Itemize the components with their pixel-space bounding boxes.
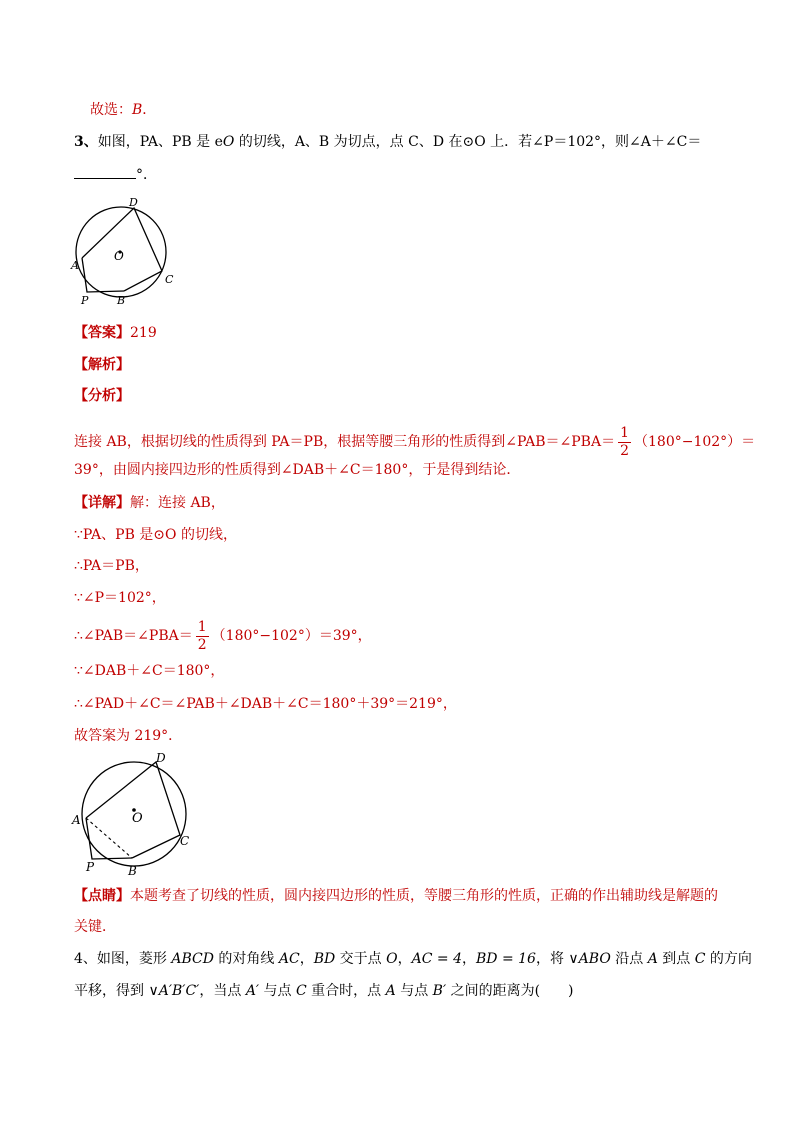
- question-3-line1: [74, 132, 701, 152]
- q4-abc-prime: A′B′C′: [158, 983, 200, 999]
- detail-fraction: [196, 619, 209, 654]
- figure-1-label-c: C: [165, 273, 174, 286]
- detail-line-6: ∴∠PAD＋∠C＝∠PAB＋∠DAB＋∠C＝180°＋39°＝219°，: [74, 696, 457, 712]
- q4-o: O: [386, 951, 398, 967]
- detail-line-2: ∴PA＝PB，: [74, 558, 149, 574]
- q4-text-g: ，将 ∨: [535, 951, 579, 967]
- detail-frac-den: 2: [197, 636, 207, 653]
- fenxi-text-a: 连接 AB，根据切线的性质得到 PA＝PB，根据等腰三角形的性质得到∠PAB＝∠PBA＝: [74, 434, 616, 450]
- q4-c2: C: [296, 983, 307, 999]
- comment-line-1: [74, 886, 718, 906]
- q4-text-j: 的方向: [705, 951, 752, 967]
- figure-2-circle-diagram: [66, 748, 200, 878]
- question-3-line2: [74, 164, 157, 185]
- blank-suffix: °．: [136, 167, 157, 183]
- comment-label: 【点睛】: [74, 888, 130, 904]
- q4-ac: AC: [278, 951, 300, 967]
- prev-answer-value: B: [132, 102, 143, 118]
- answer-value: 219: [130, 325, 157, 341]
- q4-text-f: ，: [461, 951, 476, 967]
- question-3-number: 3、: [74, 134, 98, 150]
- q4-text-d: 交于点: [335, 951, 387, 967]
- fenxi-fraction: [618, 425, 631, 460]
- fenxi-line-1: [74, 424, 755, 460]
- answer-label: 【答案】: [74, 325, 130, 341]
- q4-ac-eq: AC = 4: [411, 951, 462, 967]
- question-4-line1: [74, 949, 752, 969]
- detail-line-5: ∵∠DAB＋∠C＝180°，: [74, 663, 225, 679]
- q4-text2-f: 之间的距离为( ): [446, 983, 574, 999]
- question-3-o-symbol: O: [222, 134, 235, 150]
- comment-line-2: 关键．: [74, 919, 116, 935]
- fenxi-frac-num: 1: [620, 424, 629, 441]
- answer-line: [74, 323, 157, 343]
- question-3-text2: 的切线，A、B 为切点，点 C、D 在⊙O 上．若∠P＝102°，则∠A＋∠C＝: [234, 134, 702, 150]
- detail-line-3: ∵∠P＝102°，: [74, 590, 166, 606]
- answer-blank: [74, 164, 136, 179]
- prev-answer-suffix: ．: [142, 102, 157, 118]
- q4-text-c: ，: [299, 951, 314, 967]
- detail-line-0: [74, 493, 225, 513]
- question-4-line2: [74, 981, 574, 1001]
- figure-1-label-d: D: [129, 196, 138, 209]
- q4-text-i: 到点: [657, 951, 695, 967]
- q4-text2-e: 与点: [395, 983, 433, 999]
- fenxi-frac-den: 2: [620, 442, 629, 459]
- fenxi-line-2: 39°，由圆内接四边形的性质得到∠DAB＋∠C＝180°，于是得到结论．: [74, 462, 521, 478]
- detail-frac-text-a: ∴∠PAB＝∠PBA＝: [74, 628, 193, 644]
- figure-1-label-o: O: [114, 249, 124, 263]
- q4-bd-eq: BD = 16: [475, 951, 536, 967]
- previous-answer-line: [90, 100, 156, 120]
- q4-text2-c: 与点: [259, 983, 297, 999]
- prev-answer-prefix: 故选：: [90, 102, 132, 118]
- fenxi-label: 【分析】: [74, 388, 130, 404]
- figure-1-label-b: B: [117, 294, 126, 307]
- detail-label: 【详解】: [74, 495, 130, 511]
- q4-abcd: ABCD: [171, 951, 214, 967]
- q4-text2-b: ，当点: [199, 983, 246, 999]
- q4-text-b: 的对角线: [213, 951, 279, 967]
- q4-abo: ABO: [578, 951, 611, 967]
- figure-1-label-a: A: [71, 259, 79, 272]
- figure-1-circle-diagram: [68, 196, 178, 308]
- figure-2-auxiliary-line: [86, 818, 132, 858]
- figure-2-label-o: O: [132, 811, 143, 826]
- q4-a-prime: A′: [245, 983, 260, 999]
- detail-frac-num: 1: [197, 618, 207, 635]
- q4-text2-a: 平移，得到 ∨: [74, 983, 159, 999]
- comment-text-1: 本题考查了切线的性质，圆内接四边形的性质，等腰三角形的性质，正确的作出辅助线是解题的: [130, 888, 718, 904]
- q4-text-a: 4、如图，菱形: [74, 951, 172, 967]
- q4-text2-d: 重合时，点: [306, 983, 386, 999]
- detail-first: 解：连接 AB，: [130, 495, 225, 511]
- q4-b-prime: B′: [432, 983, 447, 999]
- q4-a2: A: [385, 983, 396, 999]
- q4-text-h: 沿点: [610, 951, 648, 967]
- detail-frac-text-b: （180°−102°）＝39°，: [211, 628, 372, 644]
- detail-fraction-line: [74, 618, 372, 654]
- figure-2-label-b: B: [128, 864, 137, 878]
- figure-1-label-p: P: [81, 294, 89, 307]
- fenxi-text-b: （180°−102°）＝: [634, 434, 756, 450]
- question-3-text: 如图，PA、PB 是 e: [97, 134, 223, 150]
- q4-a: A: [647, 951, 658, 967]
- q4-text-e: ，: [397, 951, 412, 967]
- figure-2-label-a: A: [72, 813, 81, 827]
- q4-bd: BD: [313, 951, 336, 967]
- figure-2-label-p: P: [86, 860, 95, 874]
- detail-line-1: ∵PA、PB 是⊙O 的切线，: [74, 527, 237, 543]
- figure-1-tangents: [82, 258, 124, 292]
- q4-c: C: [694, 951, 706, 967]
- detail-line-7: 故答案为 219°．: [74, 728, 183, 744]
- figure-2-label-c: C: [180, 834, 190, 848]
- figure-2-label-d: D: [156, 751, 166, 765]
- analysis-label: 【解析】: [74, 357, 130, 373]
